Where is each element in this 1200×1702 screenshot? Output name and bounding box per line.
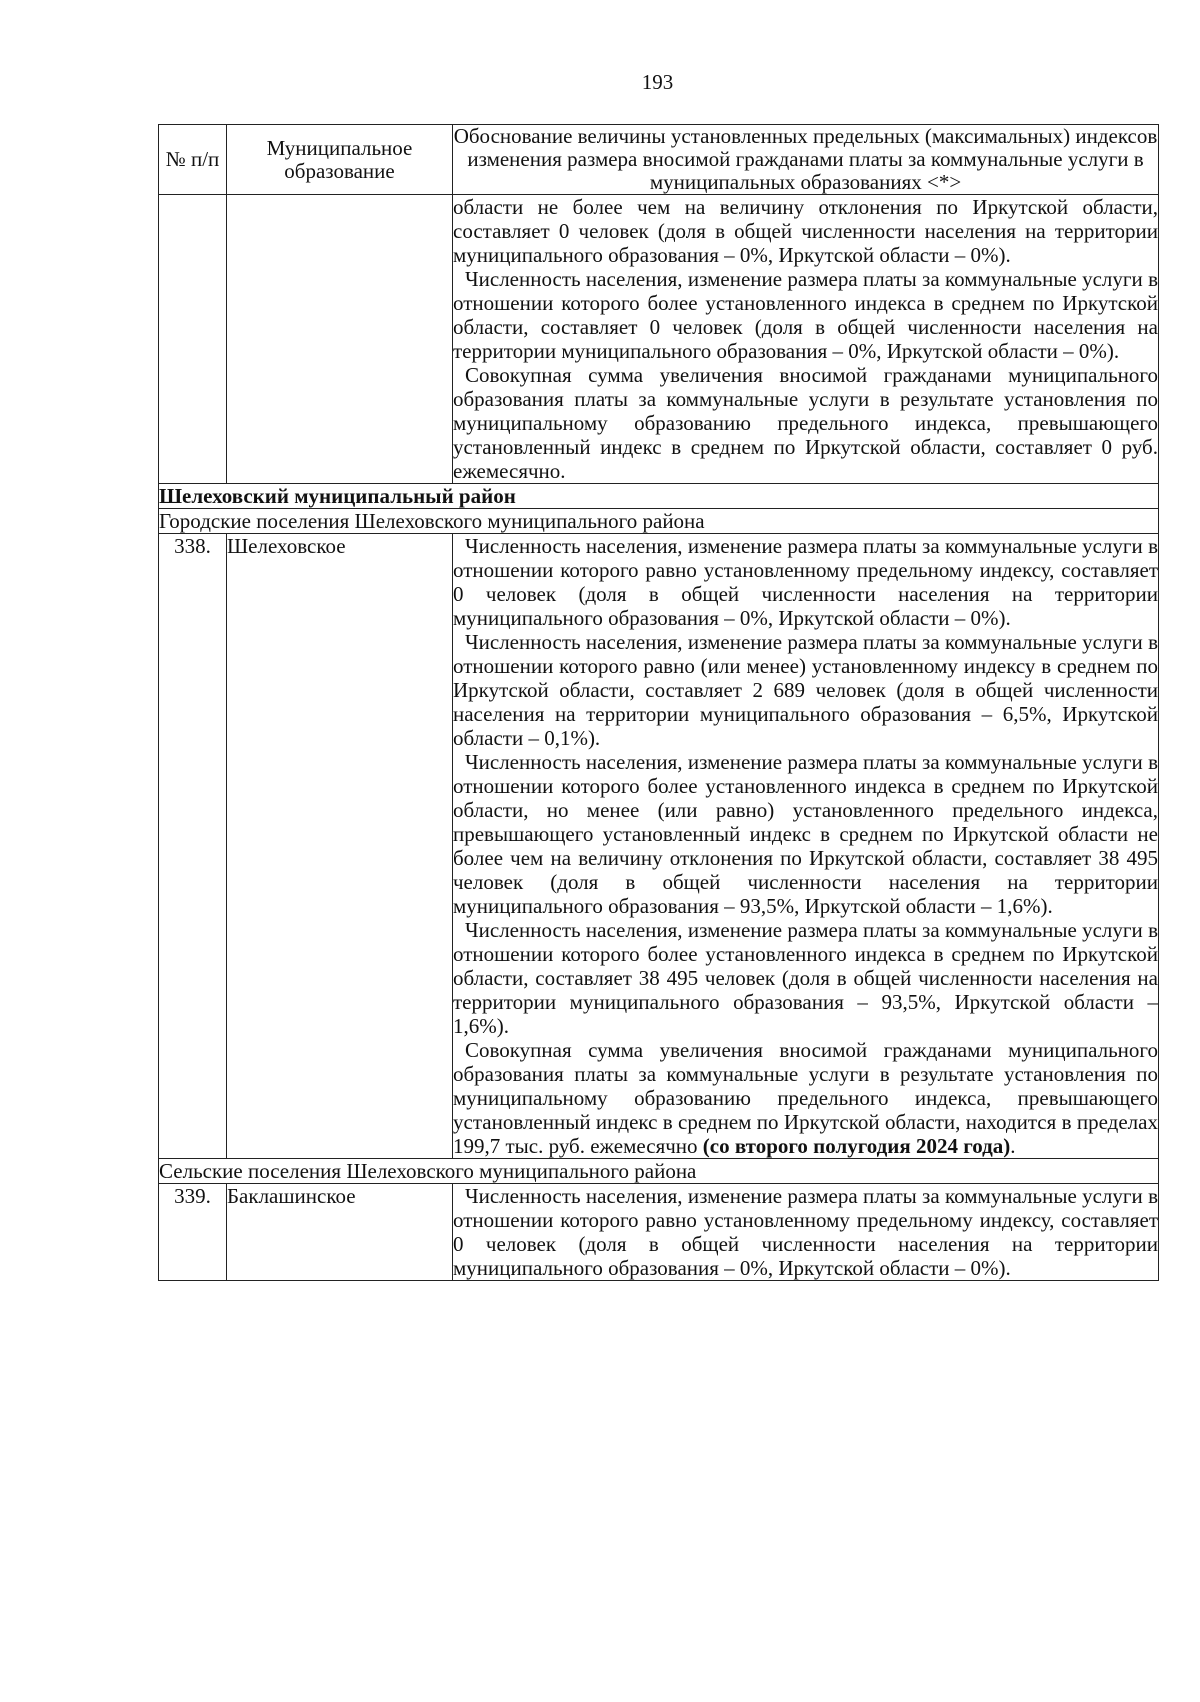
justification-paragraph: Численность населения, изменение размера платы за коммунальные услуги в отношении которого более установленного индекса в среднем по Иркутской области, составляет 0 человек (доля в общей численности населения на территории муниципального образования – 0%, Иркутской области – 0%). xyxy=(453,267,1158,363)
period-note: (со второго полугодия 2024 года) xyxy=(702,1134,1011,1158)
row-number: 339. xyxy=(159,1184,227,1281)
rural-section-title: Сельские поселения Шелеховского муниципального района xyxy=(159,1159,1159,1184)
justification-paragraph: Численность населения, изменение размера платы за коммунальные услуги в отношении которого более установленного индекса в среднем по Иркутской области, но менее (или равно) установленного предельного индекса, превышающего установленный индекс в среднем по Иркутской области не более чем на величину отклонения по Иркутской области, составляет 38 495 человек (доля в общей численности населения на территории муниципального образования – 93,5%, Иркутской области – 1,6%). xyxy=(453,750,1158,918)
header-justification: Обоснование величины установленных предельных (максимальных) индексов изменения размера вносимой гражданами платы за коммунальные услуги в муниципальных образованиях <*> xyxy=(453,124,1158,194)
justification-paragraph: Численность населения, изменение размера платы за коммунальные услуги в отношении которого более установленного индекса в среднем по Иркутской области, составляет 38 495 человек (доля в общей численности населения на территории муниципального образования – 93,5%, Иркутской области – 1,6%). xyxy=(453,918,1158,1038)
municipality-name: Баклашинское xyxy=(227,1184,453,1281)
justification-cell xyxy=(453,534,1159,1159)
table-header-row xyxy=(159,125,1159,195)
table-row-339 xyxy=(159,1184,1159,1281)
table-row-continuation xyxy=(159,195,1159,484)
continuation-num-cell xyxy=(159,195,227,484)
total-text: Совокупная сумма увеличения вносимой гражданами муниципального образования платы за коммунальные услуги в результате установления по муниципальному образованию предельного индекса, превышающего установленный индекс в среднем по Иркутской области, находится в пределах 199,7 тыс. руб. ежемесячно xyxy=(453,1038,1158,1158)
justification-paragraph: Численность населения, изменение размера платы за коммунальные услуги в отношении которого равно (или менее) установленному индексу в среднем по Иркутской области, составляет 2 689 человек (доля в общей численности населения на территории муниципального образования – 6,5%, Иркутской области – 0,1%). xyxy=(453,630,1158,750)
table-row-338 xyxy=(159,534,1159,1159)
continuation-justification xyxy=(453,195,1159,484)
page-number: 193 xyxy=(641,70,674,94)
district-row xyxy=(159,484,1159,509)
rural-section-row xyxy=(159,1159,1159,1184)
justification-paragraph: области не более чем на величину отклонения по Иркутской области, составляет 0 человек (доля в общей численности населения на территории муниципального образования – 0%, Иркутской области – 0%). xyxy=(453,195,1158,267)
row-number: 338. xyxy=(159,534,227,1159)
district-title: Шелеховский муниципальный район xyxy=(159,484,1159,509)
justification-cell xyxy=(453,1184,1159,1281)
justification-paragraph: Численность населения, изменение размера платы за коммунальные услуги в отношении которого равно установленному предельному индексу, составляет 0 человек (доля в общей численности населения на территории муниципального образования – 0%, Иркутской области – 0%). xyxy=(453,534,1158,630)
header-municipality: Муниципальное образование xyxy=(227,125,453,195)
justification-paragraph: Численность населения, изменение размера платы за коммунальные услуги в отношении которого равно установленному предельному индексу, составляет 0 человек (доля в общей численности населения на территории муниципального образования – 0%, Иркутской области – 0%). xyxy=(453,1184,1158,1280)
justification-paragraph-total xyxy=(453,1038,1158,1158)
header-number: № п/п xyxy=(159,125,227,195)
justification-paragraph: Совокупная сумма увеличения вносимой гражданами муниципального образования платы за коммунальные услуги в результате установления по муниципальному образованию предельного индекса, превышающего установленный индекс в среднем по Иркутской области, составляет 0 руб. ежемесячно. xyxy=(453,363,1158,483)
municipality-name: Шелеховское xyxy=(227,534,453,1159)
continuation-name-cell xyxy=(227,195,453,484)
total-end: . xyxy=(1010,1134,1016,1158)
municipal-index-table xyxy=(158,124,1159,1281)
urban-section-title: Городские поселения Шелеховского муниципального района xyxy=(159,509,1159,534)
urban-section-row xyxy=(159,509,1159,534)
